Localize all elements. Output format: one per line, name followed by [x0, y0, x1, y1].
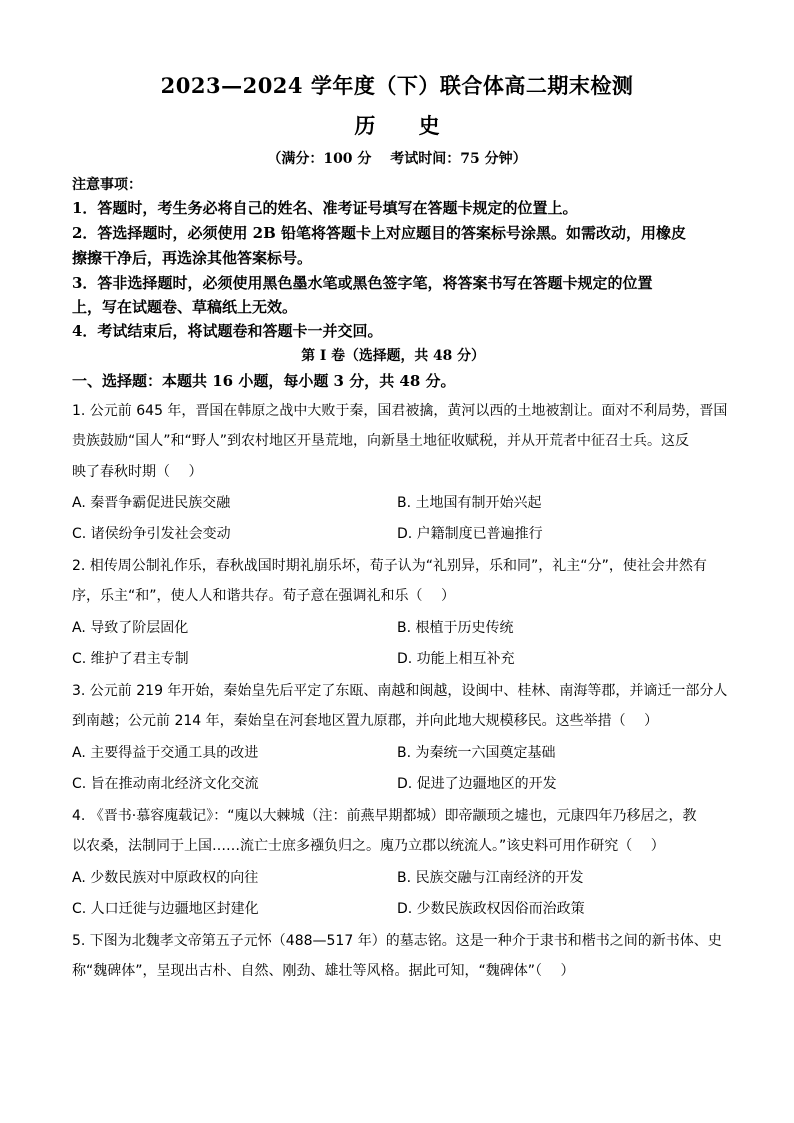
note-line: 2．答选择题时，必须使用 2B 铅笔将答题卡上对应题目的答案标号涂黑。如需改动，用橡皮 — [72, 224, 687, 242]
question-5-stem: 5. 下图为北魏孝文帝第五子元怀（488—517 年）的墓志铭。这是一种介于隶书和楷书之间的新书体、史 — [72, 933, 722, 949]
question-1-stem: 1. 公元前 645 年，晋国在韩原之战中大败于秦，国君被擒，黄河以西的土地被割让。面对不利局势，晋国 — [72, 403, 728, 419]
part-heading: 一、选择题：本题共 16 小题，每小题 3 分，共 48 分。 — [72, 372, 456, 390]
question-2-stem: 序，乐主“和”，使人人和谐共存。荀子意在强调礼和乐（ ） — [72, 588, 455, 604]
question-3-option-b: B. 为秦统一六国奠定基础 — [397, 745, 556, 761]
question-3-option-a: A. 主要得益于交通工具的改进 — [72, 745, 259, 761]
note-line: 3．答非选择题时，必须使用黑色墨水笔或黑色签字笔，将答案书写在答题卡规定的位置 — [72, 274, 653, 292]
question-4-stem: 以农桑，法制同于上国……流亡士庶多襁负归之。廆乃立郡以统流人。”该史料可用作研究（ ） — [72, 838, 665, 854]
question-4-stem: 4. 《晋书·慕容廆载记》：“廆以大棘城（注：前燕早期都城）即帝颛顼之墟也，元康四年乃移居之，教 — [72, 808, 697, 824]
note-line: 擦擦干净后，再选涂其他答案标号。 — [72, 249, 313, 267]
question-1-option-d: D. 户籍制度已普遍推行 — [397, 526, 543, 542]
question-3-stem: 3. 公元前 219 年开始，秦始皇先后平定了东瓯、南越和闽越，设闽中、桂林、南海等郡，并谪迁一部分人 — [72, 683, 728, 699]
question-1-option-b: B. 土地国有制开始兴起 — [397, 495, 542, 511]
question-3-option-d: D. 促进了边疆地区的开发 — [397, 776, 557, 792]
question-2-option-b: B. 根植于历史传统 — [397, 620, 514, 636]
section-heading: 第 I 卷（选择题，共 48 分） — [301, 348, 485, 364]
note-line: 1．答题时，考生务必将自己的姓名、准考证号填写在答题卡规定的位置上。 — [72, 199, 578, 217]
subject-title: 历 史 — [354, 113, 458, 138]
note-line: 上，写在试题卷、草稿纸上无效。 — [72, 298, 298, 316]
question-5-stem: 称“魏碑体”，呈现出古朴、自然、刚劲、雄壮等风格。据此可知，“魏碑体”（ ） — [72, 963, 575, 979]
question-1-option-a: A. 秦晋争霸促进民族交融 — [72, 495, 231, 511]
question-2-option-a: A. 导致了阶层固化 — [72, 620, 189, 636]
exam-title: 2023—2024 学年度（下）联合体高二期末检测 — [160, 73, 634, 98]
question-3-option-c: C. 旨在推动南北经济文化交流 — [72, 776, 259, 792]
question-2-option-c: C. 维护了君主专制 — [72, 651, 189, 667]
note-line: 4．考试结束后，将试题卷和答题卡一并交回。 — [72, 322, 383, 340]
question-1-stem: 贵族鼓励“国人”和“野人”到农村地区开垦荒地，向新垦土地征收赋税，并从开荒者中征召士兵。这反 — [72, 433, 690, 449]
notes-heading: 注意事项： — [72, 177, 142, 193]
question-4-option-d: D. 少数民族政权因俗而治政策 — [397, 901, 585, 917]
question-4-option-b: B. 民族交融与江南经济的开发 — [397, 870, 584, 886]
question-1-stem: 映了春秋时期（ ） — [72, 464, 203, 480]
question-2-stem: 2. 相传周公制礼作乐，春秋战国时期礼崩乐坏，荀子认为“礼别异，乐和同”，礼主“分”，使社会井然有 — [72, 558, 707, 574]
question-4-option-a: A. 少数民族对中原政权的向往 — [72, 870, 259, 886]
question-4-option-c: C. 人口迁徙与边疆地区封建化 — [72, 901, 259, 917]
question-3-stem: 到南越；公元前 214 年，秦始皇在河套地区置九原郡，并向此地大规模移民。这些举措（ ） — [72, 713, 659, 729]
question-1-option-c: C. 诸侯纷争引发社会变动 — [72, 526, 231, 542]
exam-meta: （满分：100 分 考试时间：75 分钟） — [267, 151, 527, 167]
question-2-option-d: D. 功能上相互补充 — [397, 651, 515, 667]
